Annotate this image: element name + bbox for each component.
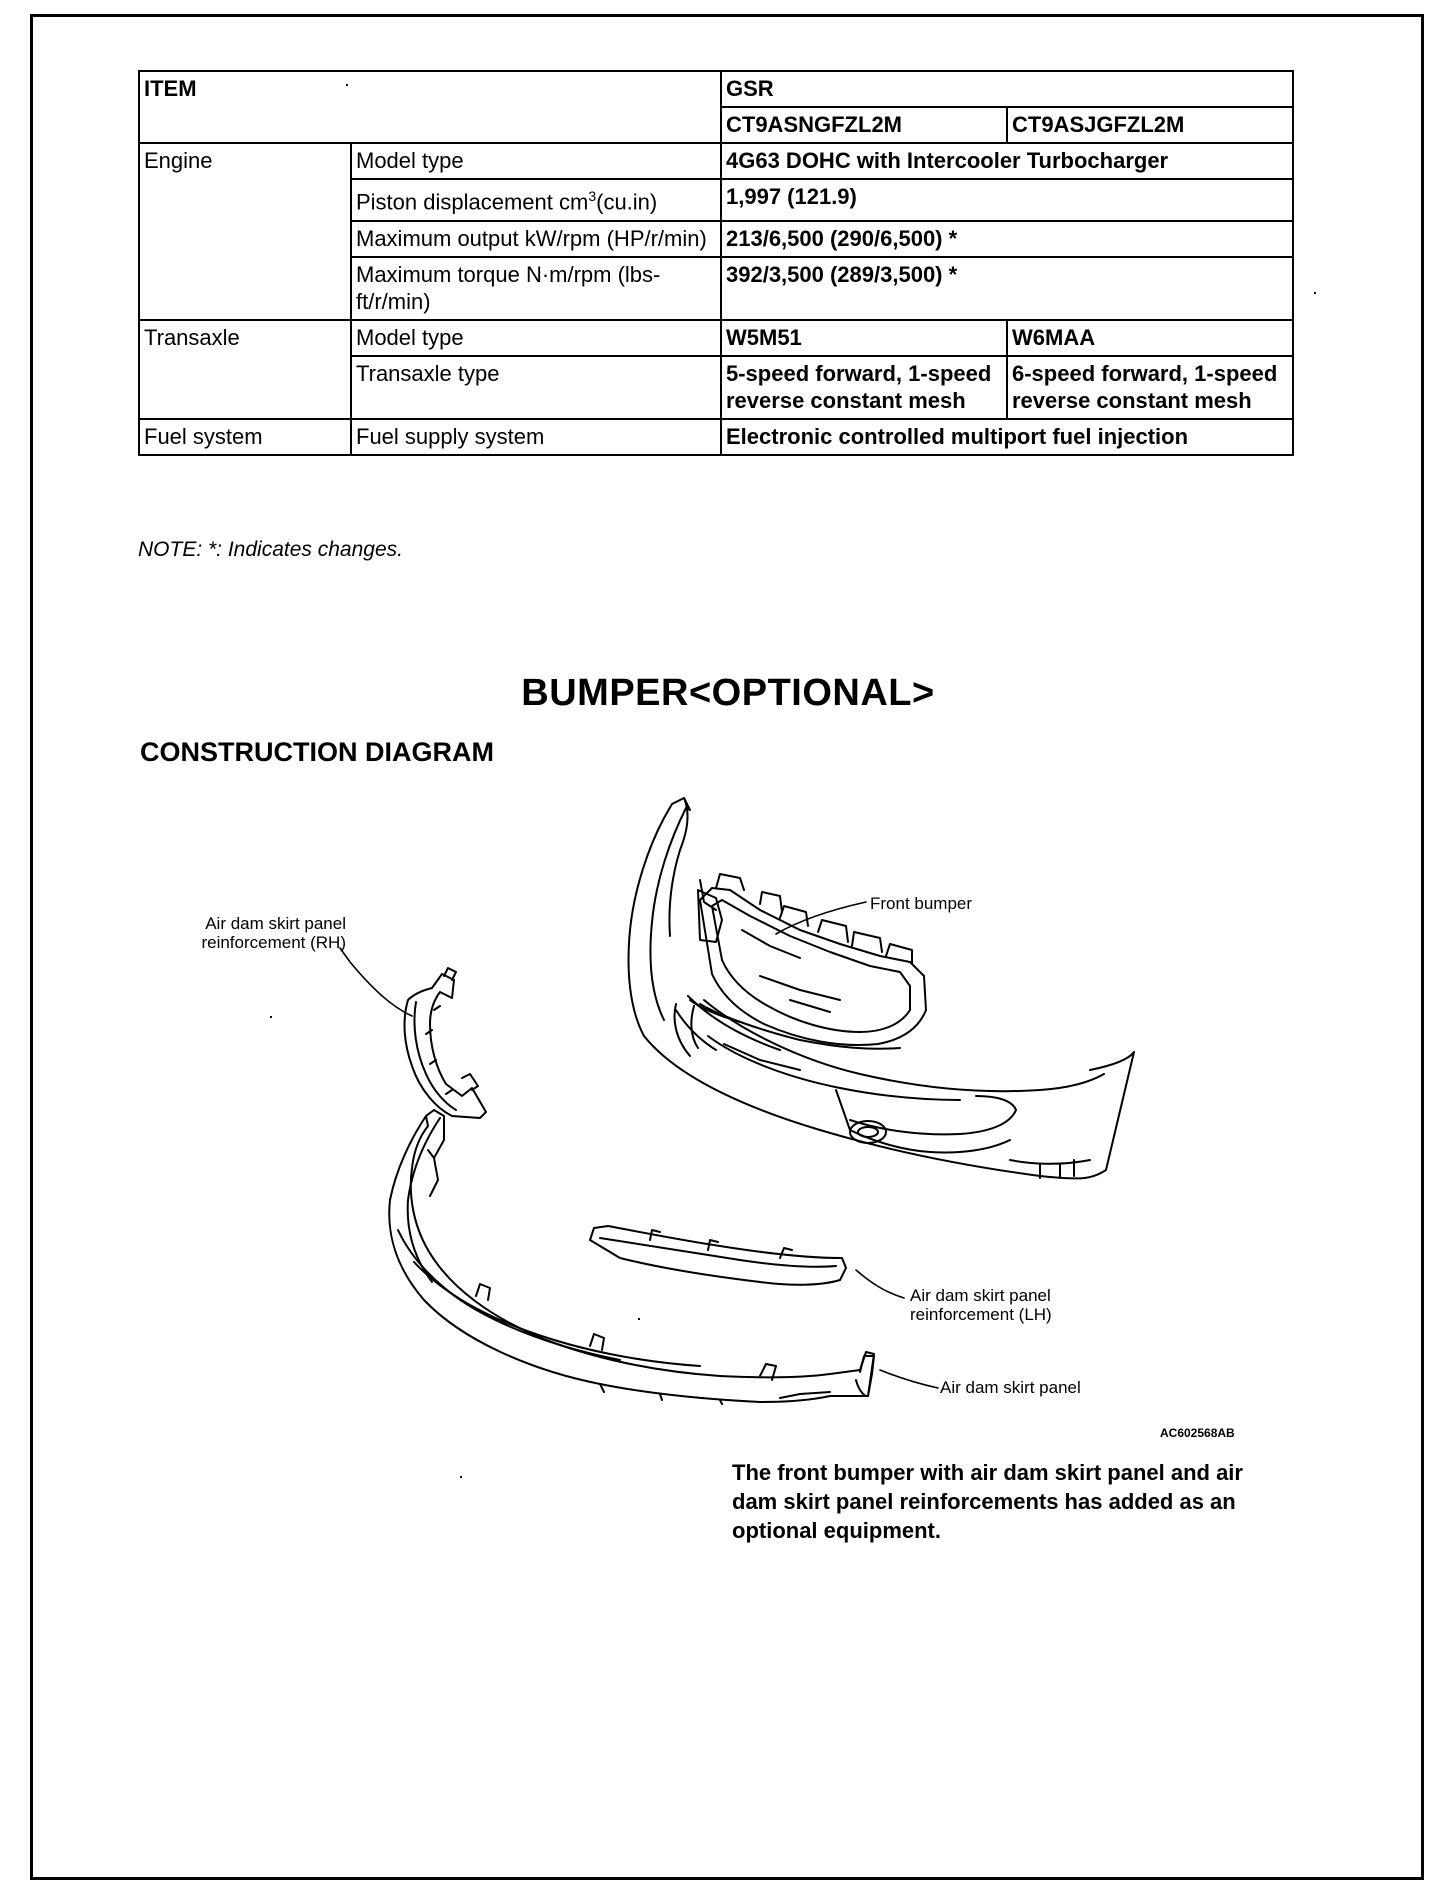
table-note: NOTE: *: Indicates changes. xyxy=(138,538,403,561)
section-title: CONSTRUCTION DIAGRAM xyxy=(140,737,494,767)
speck xyxy=(460,1476,462,1478)
engine-output-label: Maximum output kW/rpm (HP/r/min) xyxy=(351,221,721,257)
transaxle-type-1: 5-speed forward, 1-speed reverse constant mesh xyxy=(721,356,1007,419)
transaxle-model-2: W6MAA xyxy=(1007,320,1293,356)
figure-id: AC602568AB xyxy=(1160,1426,1235,1440)
label-reinforcement-lh xyxy=(910,1286,1052,1324)
engine-model-type-label: Model type xyxy=(351,143,721,179)
header-model-1: CT9ASNGFZL2M xyxy=(721,107,1007,143)
engine-group-cell: Engine xyxy=(139,143,351,320)
engine-torque-value: 392/3,500 (289/3,500) * xyxy=(721,257,1293,320)
label-lh-line2: reinforcement (LH) xyxy=(910,1305,1052,1324)
header-grade: GSR xyxy=(721,71,1293,107)
label-reinforcement-rh xyxy=(182,914,346,952)
transaxle-type-label: Transaxle type xyxy=(351,356,721,419)
transaxle-type-2: 6-speed forward, 1-speed reverse constant mesh xyxy=(1007,356,1293,419)
displacement-label-text: Piston displacement cm xyxy=(356,189,589,215)
engine-displacement-value: 1,997 (121.9) xyxy=(721,179,1293,221)
displacement-superscript: 3 xyxy=(588,188,597,204)
label-skirt-panel: Air dam skirt panel xyxy=(940,1378,1081,1397)
speck xyxy=(270,1016,272,1018)
speck xyxy=(346,84,348,86)
reinforcement-lh-drawing xyxy=(590,1226,846,1285)
front-bumper-drawing xyxy=(629,798,1134,1178)
speck xyxy=(1314,292,1316,294)
transaxle-model-type-label: Model type xyxy=(351,320,721,356)
label-lh-line1: Air dam skirt panel xyxy=(910,1286,1051,1305)
transaxle-model-1: W5M51 xyxy=(721,320,1007,356)
skirt-leader xyxy=(880,1370,938,1388)
lh-leader xyxy=(856,1270,904,1298)
engine-model-type-value: 4G63 DOHC with Intercooler Turbocharger xyxy=(721,143,1293,179)
speck xyxy=(638,1318,640,1320)
engine-torque-label: Maximum torque N·m/rpm (lbs-ft/r/min) xyxy=(351,257,721,320)
description-text: The front bumper with air dam skirt panel and air dam skirt panel reinforcements has added as an optional equipment. xyxy=(732,1460,1243,1543)
transaxle-group-cell: Transaxle xyxy=(139,320,351,419)
header-item: ITEM xyxy=(139,71,721,143)
label-front-bumper: Front bumper xyxy=(870,894,973,913)
label-rh-line1: Air dam skirt panel xyxy=(205,914,346,933)
fuel-group-cell: Fuel system xyxy=(139,419,351,455)
fuel-supply-value: Electronic controlled multiport fuel injection xyxy=(721,419,1293,455)
rh-leader xyxy=(340,948,412,1016)
reinforcement-rh-drawing xyxy=(405,968,486,1118)
engine-output-value: 213/6,500 (290/6,500) * xyxy=(721,221,1293,257)
leader-lines xyxy=(340,902,938,1388)
header-model-2: CT9ASJGFZL2M xyxy=(1007,107,1293,143)
label-rh-line2: reinforcement (RH) xyxy=(201,933,346,952)
fuel-supply-label: Fuel supply system xyxy=(351,419,721,455)
displacement-unit-text: (cu.in) xyxy=(596,189,658,215)
page-title: BUMPER<OPTIONAL> xyxy=(521,672,935,714)
